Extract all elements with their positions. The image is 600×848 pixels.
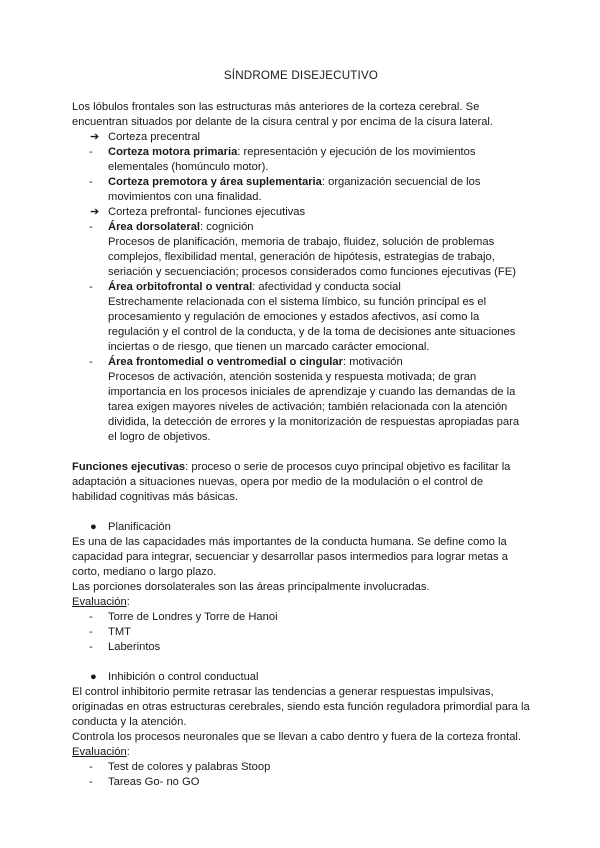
list-item: - Corteza motora primaria: representación y ejecución de los movimientos elementales (homúnculo motor). — [89, 146, 476, 173]
list-item: - Corteza premotora y área suplementaria: organización secuencial de los movimientos con una finalidad. — [89, 176, 481, 203]
frontal-areas-list — [72, 130, 530, 445]
list-item: ➔ Corteza precentral — [90, 131, 201, 143]
item-term: Área orbitofrontal o ventral — [108, 281, 253, 293]
section-heading: ● Planificación — [90, 521, 171, 533]
dash-bullet: - — [89, 221, 93, 233]
section-heading: ● Inhibición o control conductual — [90, 671, 259, 683]
list-item: - Área frontomedial o ventromedial o cingular: motivación Procesos de activación, atención sostenida y respuesta motivada; de gran importancia en los procesos iniciales de aprendizaje y cuando las demandas de la tarea exigen mayores niveles de activación; también relacionada con la atención dividida, la detección de errores y la monitorización de respuestas apropiadas para el logro de objetivos. — [89, 356, 520, 443]
evaluation-label: Evaluación — [72, 746, 127, 758]
executive-functions-definition: Funciones ejecutivas: proceso o serie de procesos cuyo principal objetivo es facilitar la adaptación a situaciones nuevas, opera por medio de la modulación o el control de habilidad cognitivas más básicas. — [72, 461, 511, 503]
evaluation-list — [72, 760, 530, 790]
list-item: - Área orbitofrontal o ventral: afectividad y conducta social Estrechamente relacionada con el sistema límbico, su función principal es el procesamiento y regulación de emociones y estados afectivos, así como la regulación y el control de la conducta, y de la toma de decisiones ante situaciones inciertas o de riesgo, que tienen un marcado carácter emocional. — [89, 281, 516, 353]
section-inhibicion: ● Inhibición o control conductual El control inhibitorio permite retrasar las tendencias a generar respuestas impulsivas, originadas en otras estructuras cerebrales, siendo esta función reguladora primordial para la conducta y la atención. Controla los procesos neuronales que se llevan a cabo dentro y fuera de la corteza frontal. Evaluación: - Test de colores y palabras Stoop - Tareas Go- no GO — [72, 671, 530, 788]
circle-bullet-icon: ● — [90, 671, 97, 683]
item-term: Área dorsolateral — [108, 221, 201, 233]
section-paragraph: Es una de las capacidades más importantes de la conducta humana. Se define como la capacidad para integrar, secuenciar y desarrollar pasos intermedios para lograr metas a corto, mediano o largo plazo. — [72, 536, 508, 578]
evaluation-label: Evaluación — [72, 596, 127, 608]
intro-paragraph: Los lóbulos frontales son las estructuras más anteriores de la corteza cerebral. Se encuentran situados por delante de la cisura central y por encima de la cisura lateral. — [72, 101, 494, 128]
dash-bullet: - — [89, 176, 93, 188]
section-paragraph: Controla los procesos neuronales que se llevan a cabo dentro y fuera de la corteza frontal. — [72, 731, 522, 743]
list-item: - Área dorsolateral: cognición Procesos de planificación, memoria de trabajo, fluidez, solución de problemas complejos, flexibilidad mental, generación de hipótesis, estrategias de trabajo, seriación y secuenciación; procesos considerados como funciones ejecutivas (FE) — [89, 221, 516, 278]
item-term: Corteza motora primaria — [108, 146, 238, 158]
item-term: Área frontomedial o ventromedial o cingular — [108, 356, 343, 368]
item-description: Estrechamente relacionada con el sistema límbico, su función principal es el procesamiento y regulación de emociones y estados afectivos, así como la regulación y el control de la conducta, y de la toma de decisiones ante situaciones inciertas o de riesgo, que tienen un marcado carácter emocional. — [108, 296, 516, 353]
section-planificacion: ● Planificación Es una de las capacidades más importantes de la conducta humana. Se define como la capacidad para integrar, secuenciar y desarrollar pasos intermedios para lograr metas a corto, mediano o largo plazo. Las porciones dorsolaterales son las áreas principalmente involucradas. Evaluación: - Torre de Londres y Torre de Hanoi - TMT - Laberintos — [72, 520, 530, 655]
section-paragraph: El control inhibitorio permite retrasar las tendencias a generar respuestas impulsivas, originadas en otras estructuras cerebrales, siendo esta función reguladora primordial para la conducta y la atención. — [72, 686, 530, 728]
item-description: Procesos de activación, atención sostenida y respuesta motivada; de gran importancia en los procesos iniciales de aprendizaje y cuando las demandas de la tarea exigen mayores niveles de activación; también relacionada con la atención dividida, la detección de errores y la monitorización de respuestas apropiadas para el logro de objetivos. — [108, 371, 520, 443]
dash-bullet: - — [89, 281, 93, 293]
arrow-bullet-icon: ➔ — [90, 206, 100, 218]
list-item: - TMT — [89, 626, 131, 638]
dash-bullet: - — [89, 356, 93, 368]
arrow-bullet-icon: ➔ — [90, 131, 100, 143]
list-item: ➔ Corteza prefrontal- funciones ejecutivas — [90, 206, 306, 218]
item-description: Procesos de planificación, memoria de trabajo, fluidez, solución de problemas complejos, flexibilidad mental, generación de hipótesis, estrategias de trabajo, seriación y secuenciación; procesos considerados como funciones ejecutivas (FE) — [108, 236, 516, 278]
list-item: - Torre de Londres y Torre de Hanoi — [89, 611, 278, 623]
dash-bullet: - — [89, 146, 93, 158]
list-item: - Tareas Go- no GO — [89, 776, 200, 788]
circle-bullet-icon: ● — [90, 521, 97, 533]
document-title: SÍNDROME DISEJECUTIVO — [223, 69, 379, 82]
item-term: Corteza premotora y área suplementaria — [108, 176, 322, 188]
section-paragraph: Las porciones dorsolaterales son las áreas principalmente involucradas. — [72, 581, 430, 593]
evaluation-list — [72, 610, 530, 655]
document-page — [72, 68, 530, 790]
list-item: - Laberintos — [89, 641, 161, 653]
list-item: - Test de colores y palabras Stoop — [89, 761, 271, 773]
